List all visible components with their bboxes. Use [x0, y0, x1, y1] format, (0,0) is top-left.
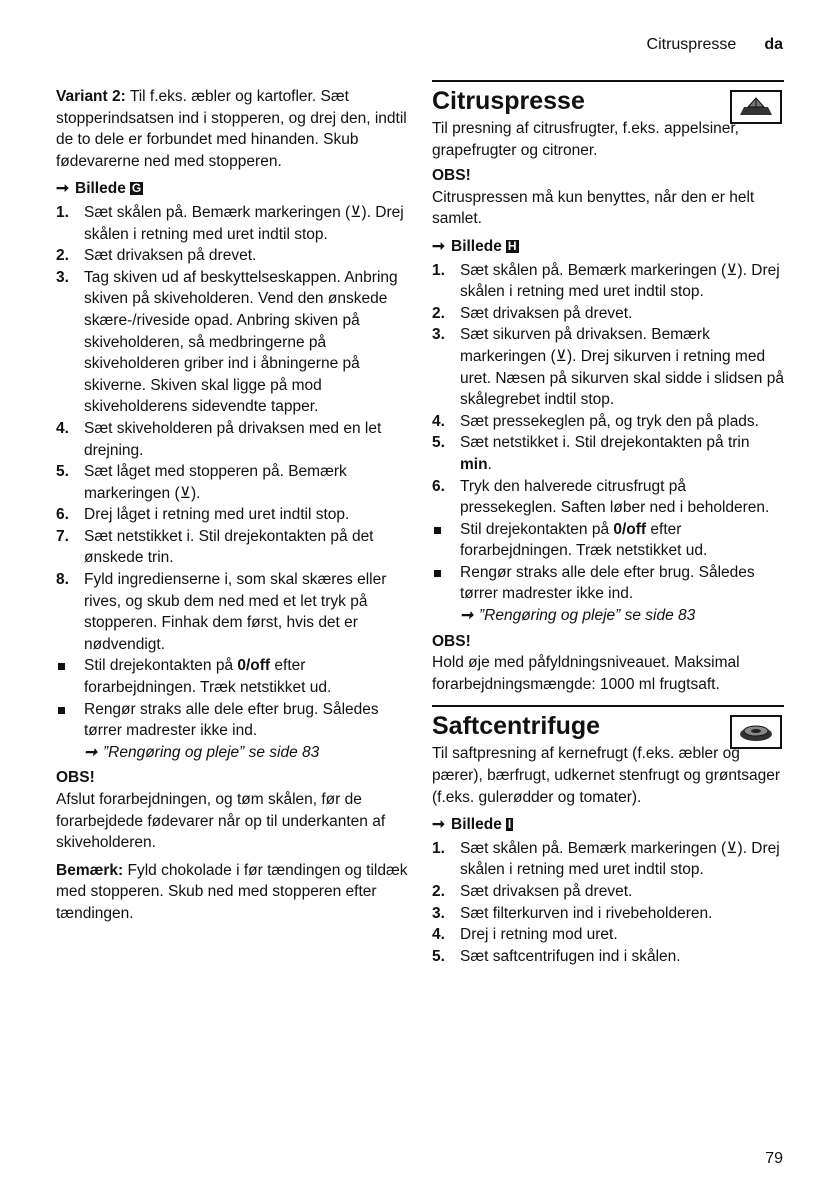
list-item: [56, 245, 412, 267]
juicer-steps-list: [432, 838, 784, 968]
step-number: 1.: [56, 203, 69, 221]
obs-text: Hold øje med påfyldningsniveauet. Maksimal forarbejdningsmængde: 1000 ml frugtsaft.: [432, 654, 740, 693]
step-text: Sæt filterkurven ind i rivebeholderen.: [460, 904, 713, 922]
list-item: [432, 519, 784, 562]
step-text: Sæt skålen på. Bemærk markeringen (⊻). Drej skålen i retning med uret indtil stop.: [460, 261, 780, 301]
figure-label: Billede: [75, 180, 126, 198]
step-text: Sæt netstikket i. Stil drejekontakten på trin: [460, 434, 750, 452]
cross-reference-text: ”Rengøring og pleje” se side 83: [479, 607, 696, 625]
obs-label: OBS!: [432, 167, 471, 185]
section-intro: Til saftpresning af kernefrugt (f.eks. æbler og pærer), bærfrugt, udkernet stenfrugt og grøntsager (f.eks. gulerødder og tomater).: [432, 745, 781, 806]
step-number: 4.: [432, 412, 445, 430]
bullet-icon: [58, 663, 65, 670]
arrow-icon: ➞: [432, 816, 445, 834]
header-section: Citruspresse: [646, 36, 737, 53]
bullet-icon: [434, 570, 441, 577]
cross-reference-text: ”Rengøring og pleje” se side 83: [103, 743, 320, 761]
step-number: 2.: [56, 247, 69, 265]
figure-label: Billede: [451, 816, 502, 834]
list-item: [432, 903, 784, 925]
step-number: 5.: [56, 463, 69, 481]
bullet-icon: [58, 707, 65, 714]
step-text: Drej i retning mod uret.: [460, 926, 618, 944]
bullet-bold: 0/off: [237, 657, 271, 675]
obs-label: OBS!: [56, 769, 95, 787]
bullet-text: Rengør straks alle dele efter brug. Således tørrer madrester ikke ind.: [460, 563, 755, 603]
figure-reference: [432, 236, 784, 258]
step-text: Sæt pressekeglen på, og tryk den på plads.: [460, 412, 759, 430]
figure-letter: I: [507, 817, 512, 832]
list-item: [432, 432, 784, 475]
obs-label: OBS!: [432, 632, 471, 650]
note-paragraph: [56, 860, 412, 925]
citrus-bullets: [432, 519, 784, 605]
note-text: Fyld chokolade i før tændingen og tildæk med stopperen. Skub ned med stopperen efter tændingen.: [56, 861, 408, 922]
variant-paragraph: [56, 86, 412, 172]
step-number: 1.: [432, 261, 445, 279]
step-number: 7.: [56, 527, 69, 545]
bullet-text: efter forarbejdningen. Træk netstikket ud.: [84, 657, 332, 697]
step-text: Sæt sikurven på drivaksen. Bemærk markeringen (⊻). Drej sikurven i retning med uret. Næsen på sikurven skal sidde i slidsen på skålegrebet indtil stop.: [460, 326, 784, 409]
bullet-text: Stil drejekontakten på: [460, 520, 614, 538]
list-item: [432, 411, 784, 433]
figure-letter: G: [131, 181, 142, 196]
list-item: [56, 418, 412, 461]
step-text: Sæt låget med stopperen på. Bemærk markeringen (⊻).: [84, 463, 347, 502]
list-item: [432, 303, 784, 325]
step-number: 2.: [432, 304, 445, 322]
step-number: 6.: [56, 506, 69, 524]
list-item: [432, 324, 784, 410]
bullet-text: Rengør straks alle dele efter brug. Således tørrer madrester ikke ind.: [84, 700, 379, 740]
step-number: 4.: [432, 926, 445, 944]
list-item: [56, 504, 412, 526]
citrus-press-icon: [730, 90, 782, 124]
list-item: [432, 562, 784, 605]
left-column: [56, 86, 412, 925]
figure-letter: H: [507, 238, 517, 253]
step-text: Sæt drivaksen på drevet.: [460, 304, 633, 322]
bullet-icon: [434, 527, 441, 534]
step-number: 8.: [56, 571, 69, 589]
list-item: [432, 476, 784, 519]
step-text: Tag skiven ud af beskyttelseskappen. Anbring skiven på skiveholderen. Vend den ønskede skære-/riveside opad. Anbring skiven på skiveholderen, så medbringerne på skiveholderen griber ind i åbningerne på skiverne. Skiven skal ligge på mod skiveholderens sidevendte tapper.: [84, 268, 398, 416]
step-text: Sæt saftcentrifugen ind i skålen.: [460, 947, 681, 965]
cross-reference: [432, 605, 784, 627]
list-item: [432, 946, 784, 968]
step-text: Sæt skålen på. Bemærk markeringen (⊻). Drej skålen i retning med uret indtil stop.: [460, 839, 780, 879]
section-title: Saftcentrifuge: [432, 712, 601, 741]
list-item: [56, 699, 412, 742]
figure-reference: [56, 178, 412, 200]
list-item: [56, 267, 412, 418]
section-title: Citruspresse: [432, 87, 585, 115]
right-column: [432, 80, 784, 967]
citrus-steps-list: [432, 260, 784, 433]
obs-text: Citruspressen må kun benyttes, når den er helt samlet.: [432, 188, 755, 228]
list-item: [56, 655, 412, 698]
obs-text: Afslut forarbejdningen, og tøm skålen, før de forarbejdede fødevarer når op til underkanten af skiveholderen.: [56, 791, 386, 852]
list-item: [56, 526, 412, 569]
list-item: [56, 202, 412, 245]
note-label: Bemærk:: [56, 861, 124, 879]
section-intro: Til presning af citrusfrugter, f.eks. appelsiner, grapefrugter og citroner.: [432, 120, 739, 159]
left-steps-list: [56, 202, 412, 655]
bullet-text: Stil drejekontakten på: [84, 657, 238, 675]
arrow-icon: ➞: [84, 743, 97, 761]
variant-text: Til f.eks. æbler og kartofler. Sæt stopperindsatsen ind i stopperen, og drej den, indtil de to dele er forbundet med hinanden. Skub fødevarerne ned med stopperen.: [56, 88, 407, 170]
list-item: [432, 838, 784, 881]
step-number: 6.: [432, 477, 445, 495]
step-text: Sæt drivaksen på drevet.: [84, 247, 257, 265]
step-text: Sæt skiveholderen på drivaksen med en let drejning.: [84, 419, 382, 459]
citrus-steps-list-cont: [432, 432, 784, 518]
step-number: 4.: [56, 419, 69, 437]
step-number: 1.: [432, 839, 445, 857]
variant-label: Variant 2:: [56, 88, 126, 105]
step-text: Tryk den halverede citrusfrugt på pressekeglen. Saften løber ned i beholderen.: [460, 477, 770, 517]
step-text: Fyld ingredienserne i, som skal skæres eller rives, og skub dem ned med et let tryk på stopperen. Finhak dem først, hvis det er nødvendigt.: [84, 571, 387, 653]
step-text: .: [487, 455, 492, 473]
step-bold: min: [460, 455, 488, 473]
running-header: [647, 36, 783, 54]
page-number: 79: [765, 1150, 783, 1167]
step-text: Sæt skålen på. Bemærk markeringen (⊻). Drej skålen i retning med uret indtil stop.: [84, 203, 404, 243]
juicer-icon: [730, 715, 782, 749]
list-item: [432, 881, 784, 903]
arrow-icon: ➞: [432, 237, 445, 255]
header-language: da: [764, 36, 783, 53]
step-text: Sæt drivaksen på drevet.: [460, 883, 633, 900]
bullet-bold: 0/off: [613, 520, 647, 538]
step-number: 3.: [432, 326, 445, 344]
list-item: [432, 924, 784, 946]
figure-label: Billede: [451, 237, 502, 255]
arrow-icon: ➞: [460, 607, 473, 625]
list-item: [56, 461, 412, 504]
figure-reference: [432, 814, 784, 836]
step-text: Drej låget i retning med uret indtil stop.: [84, 506, 350, 524]
left-bullets: [56, 655, 412, 741]
list-item: [56, 569, 412, 655]
step-number: 5.: [432, 434, 445, 452]
arrow-icon: ➞: [56, 180, 69, 198]
step-number: 3.: [432, 904, 445, 922]
list-item: [432, 260, 784, 303]
bullet-text: efter forarbejdningen. Træk netstikket ud.: [460, 520, 708, 560]
section-saftcentrifuge: [432, 705, 784, 967]
step-number: 2.: [432, 883, 445, 900]
cross-reference: [56, 742, 412, 764]
step-number: 3.: [56, 268, 69, 286]
section-citruspresse: [432, 80, 784, 695]
step-text: Sæt netstikket i. Stil drejekontakten på det ønskede trin.: [84, 527, 374, 567]
step-number: 5.: [432, 947, 445, 965]
